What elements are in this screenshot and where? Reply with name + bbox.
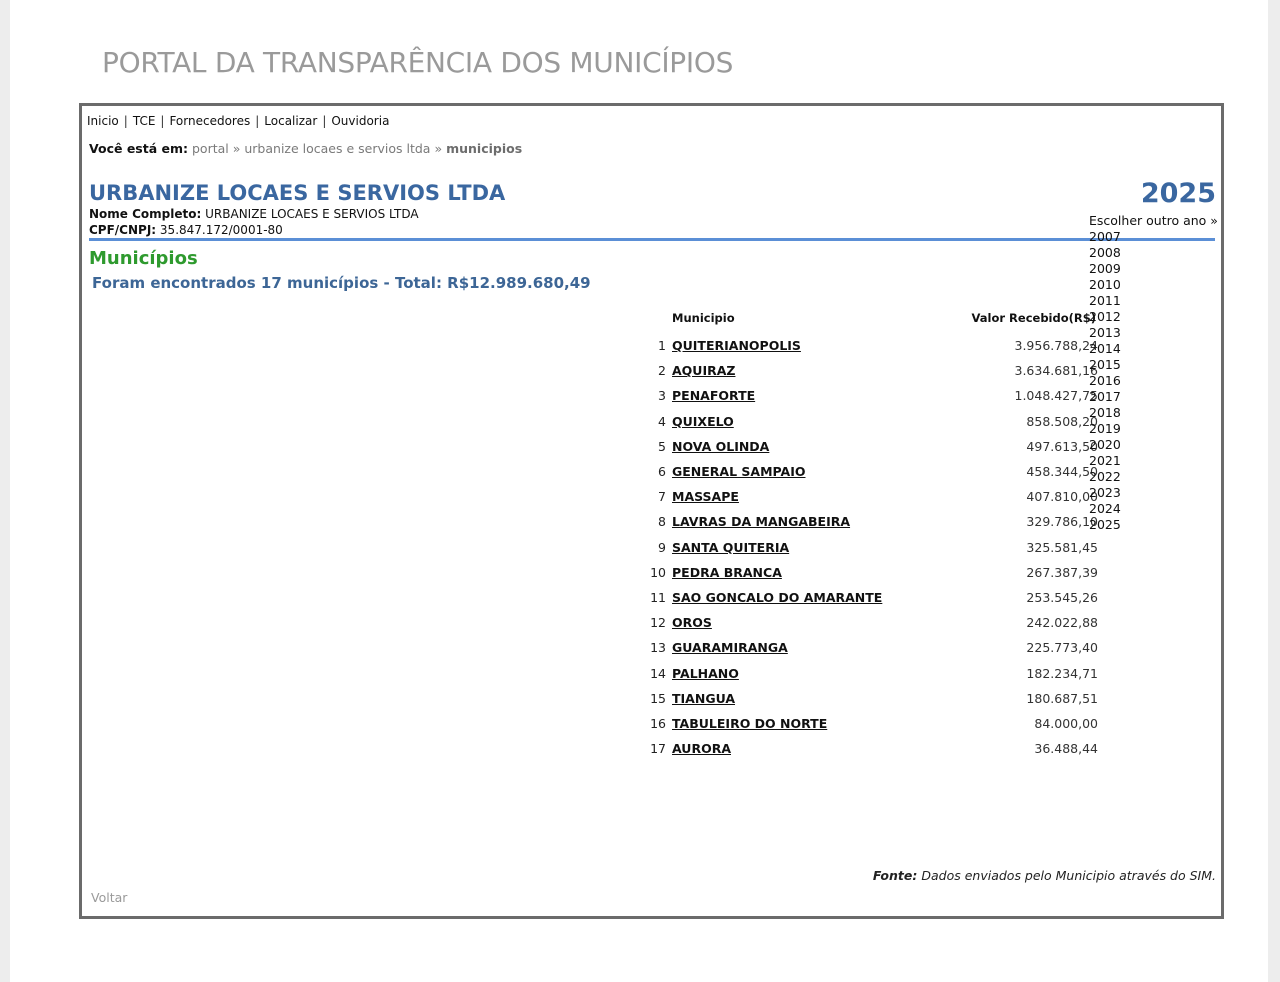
row-index: 10 [650, 564, 666, 580]
year-option[interactable]: 2016 [1089, 373, 1121, 388]
table-body [642, 333, 1098, 761]
row-municipio [672, 610, 950, 635]
table-row [642, 585, 1098, 610]
table-row [642, 459, 1098, 484]
summary-text: Foram encontrados 17 municípios - Total: R$12.989.680,49 [92, 274, 591, 292]
year-option[interactable]: 2007 [1089, 229, 1121, 244]
breadcrumb-label: Você está em: [89, 141, 188, 156]
table-row [642, 660, 1098, 685]
row-municipio [672, 736, 950, 761]
nav-separator: | [160, 114, 165, 128]
row-municipio [672, 484, 950, 509]
breadcrumb-separator: » [434, 141, 443, 156]
document-label: CPF/CNPJ: [89, 223, 157, 237]
year-option[interactable]: 2014 [1089, 341, 1121, 356]
row-index: 2 [658, 363, 666, 379]
table-row [642, 484, 1098, 509]
year-option[interactable]: 2012 [1089, 309, 1121, 324]
source-text: Dados enviados pelo Municipio através do SIM. [921, 868, 1216, 883]
year-option[interactable]: 2013 [1089, 325, 1121, 340]
row-index: 13 [650, 640, 666, 656]
table-row [642, 434, 1098, 459]
municipio-link[interactable]: AQUIRAZ [672, 363, 736, 379]
year-option[interactable]: 2021 [1089, 453, 1121, 468]
year-option[interactable]: 2008 [1089, 245, 1121, 260]
row-index: 12 [650, 615, 666, 631]
top-nav [87, 114, 389, 128]
row-municipio [672, 383, 950, 408]
row-value: 36.488,44 [1034, 741, 1098, 757]
nav-tce[interactable]: TCE [132, 114, 156, 128]
table-row [642, 736, 1098, 761]
source-note [873, 868, 1216, 883]
row-value: 3.634.681,16 [1014, 363, 1098, 379]
municipio-link[interactable]: SANTA QUITERIA [672, 539, 790, 555]
breadcrumb-company[interactable]: urbanize locaes e servios ltda [244, 141, 431, 156]
table-row [642, 358, 1098, 383]
year-option[interactable]: 2025 [1089, 517, 1121, 532]
table-row [642, 560, 1098, 585]
row-value: 3.956.788,24 [1014, 338, 1098, 354]
row-municipio [672, 434, 950, 459]
row-value: 329.786,10 [1026, 514, 1098, 530]
municipio-link[interactable]: QUITERIANOPOLIS [672, 338, 801, 354]
header-divider [89, 238, 1215, 241]
municipio-link[interactable]: SAO GONCALO DO AMARANTE [672, 589, 883, 605]
document-value: 35.847.172/0001-80 [159, 223, 283, 237]
nav-separator: | [255, 114, 260, 128]
municipio-link[interactable]: PALHANO [672, 665, 739, 681]
row-value: 253.545,26 [1026, 589, 1098, 605]
row-index: 17 [650, 741, 666, 757]
row-index: 7 [658, 489, 666, 505]
row-index: 11 [650, 589, 666, 605]
row-municipio [672, 333, 950, 358]
municipio-link[interactable]: GUARAMIRANGA [672, 640, 788, 656]
row-value: 267.387,39 [1026, 564, 1098, 580]
company-fullname [89, 207, 419, 221]
row-municipio [672, 635, 950, 660]
year-option[interactable]: 2018 [1089, 405, 1121, 420]
nav-localizar[interactable]: Localizar [264, 114, 318, 128]
back-link[interactable]: Voltar [91, 890, 128, 905]
row-index: 1 [658, 338, 666, 354]
municipio-link[interactable]: GENERAL SAMPAIO [672, 464, 806, 480]
row-value: 458.344,50 [1026, 464, 1098, 480]
row-value: 182.234,71 [1026, 665, 1098, 681]
municipio-link[interactable]: MASSAPE [672, 489, 739, 505]
header-municipio: Municipio [672, 311, 735, 325]
year-option[interactable]: 2022 [1089, 469, 1121, 484]
year-option[interactable]: 2020 [1089, 437, 1121, 452]
municipio-link[interactable]: PEDRA BRANCA [672, 564, 782, 580]
row-municipio [672, 660, 950, 685]
table-row [642, 383, 1098, 408]
company-document [89, 223, 283, 237]
year-option[interactable]: 2009 [1089, 261, 1121, 276]
choose-year-label[interactable]: Escolher outro ano » [1089, 213, 1218, 228]
row-value: 1.048.427,75 [1014, 388, 1098, 404]
row-municipio [672, 509, 950, 534]
table-row [642, 509, 1098, 534]
row-value: 180.687,51 [1026, 690, 1098, 706]
row-index: 16 [650, 715, 666, 731]
row-index: 4 [658, 413, 666, 429]
municipio-link[interactable]: LAVRAS DA MANGABEIRA [672, 514, 851, 530]
row-municipio [672, 560, 950, 585]
nav-separator: | [123, 114, 128, 128]
row-municipio [672, 409, 950, 434]
portal-title: PORTAL DA TRANSPARÊNCIA DOS MUNICÍPIOS [102, 46, 734, 79]
nav-inicio[interactable]: Inicio [87, 114, 119, 128]
header-index [642, 309, 672, 333]
nav-fornecedores[interactable]: Fornecedores [169, 114, 251, 128]
row-municipio [672, 535, 950, 560]
year-option[interactable]: 2023 [1089, 485, 1121, 500]
table-row [642, 686, 1098, 711]
row-index: 5 [658, 438, 666, 454]
nav-ouvidoria[interactable]: Ouvidoria [331, 114, 390, 128]
municipios-table [642, 309, 1098, 761]
row-value: 858.508,20 [1026, 413, 1098, 429]
source-label: Fonte: [872, 868, 918, 883]
municipio-link[interactable]: TIANGUA [672, 690, 736, 706]
row-municipio [672, 711, 950, 736]
year-option[interactable]: 2017 [1089, 389, 1121, 404]
municipio-link[interactable]: TABULEIRO DO NORTE [672, 715, 828, 731]
row-municipio [672, 459, 950, 484]
row-municipio [672, 358, 950, 383]
municipio-link[interactable]: NOVA OLINDA [672, 438, 770, 454]
current-year: 2025 [1140, 178, 1216, 209]
section-title: Municípios [89, 248, 198, 269]
row-index: 9 [658, 539, 666, 555]
nav-separator: | [322, 114, 327, 128]
content-frame [79, 103, 1224, 919]
table-row [642, 635, 1098, 660]
row-value: 242.022,88 [1026, 615, 1098, 631]
row-index: 15 [650, 690, 666, 706]
table-row [642, 333, 1098, 358]
row-index: 3 [658, 388, 666, 404]
year-list [1089, 229, 1149, 533]
year-option[interactable]: 2015 [1089, 357, 1121, 372]
municipio-link[interactable]: PENAFORTE [672, 388, 756, 404]
table-row [642, 711, 1098, 736]
breadcrumb-portal[interactable]: portal [191, 141, 229, 156]
row-value: 497.613,50 [1026, 438, 1098, 454]
row-index: 6 [658, 464, 666, 480]
breadcrumb-separator: » [232, 141, 241, 156]
municipio-link[interactable]: AURORA [672, 741, 731, 757]
table-row [642, 409, 1098, 434]
row-index: 14 [650, 665, 666, 681]
year-option[interactable]: 2010 [1089, 277, 1121, 292]
page [10, 0, 1268, 982]
row-value: 325.581,45 [1026, 539, 1098, 555]
company-title: URBANIZE LOCAES E SERVIOS LTDA [89, 181, 506, 205]
breadcrumb [89, 141, 522, 156]
row-value: 225.773,40 [1026, 640, 1098, 656]
breadcrumb-current: municipios [446, 141, 523, 156]
year-option[interactable]: 2024 [1089, 501, 1121, 516]
year-option[interactable]: 2011 [1089, 293, 1121, 308]
year-option[interactable]: 2019 [1089, 421, 1121, 436]
row-municipio [672, 686, 950, 711]
row-value: 84.000,00 [1034, 715, 1098, 731]
row-value: 407.810,00 [1026, 489, 1098, 505]
table-row [642, 535, 1098, 560]
header-valor: Valor Recebido(R$) [971, 311, 1096, 325]
municipio-link[interactable]: OROS [672, 615, 712, 631]
row-municipio [672, 585, 950, 610]
municipio-link[interactable]: QUIXELO [672, 413, 734, 429]
fullname-label: Nome Completo: [89, 207, 202, 221]
fullname-value: URBANIZE LOCAES E SERVIOS LTDA [205, 207, 419, 221]
row-index: 8 [658, 514, 666, 530]
table-header-row [642, 309, 1098, 333]
table-row [642, 610, 1098, 635]
